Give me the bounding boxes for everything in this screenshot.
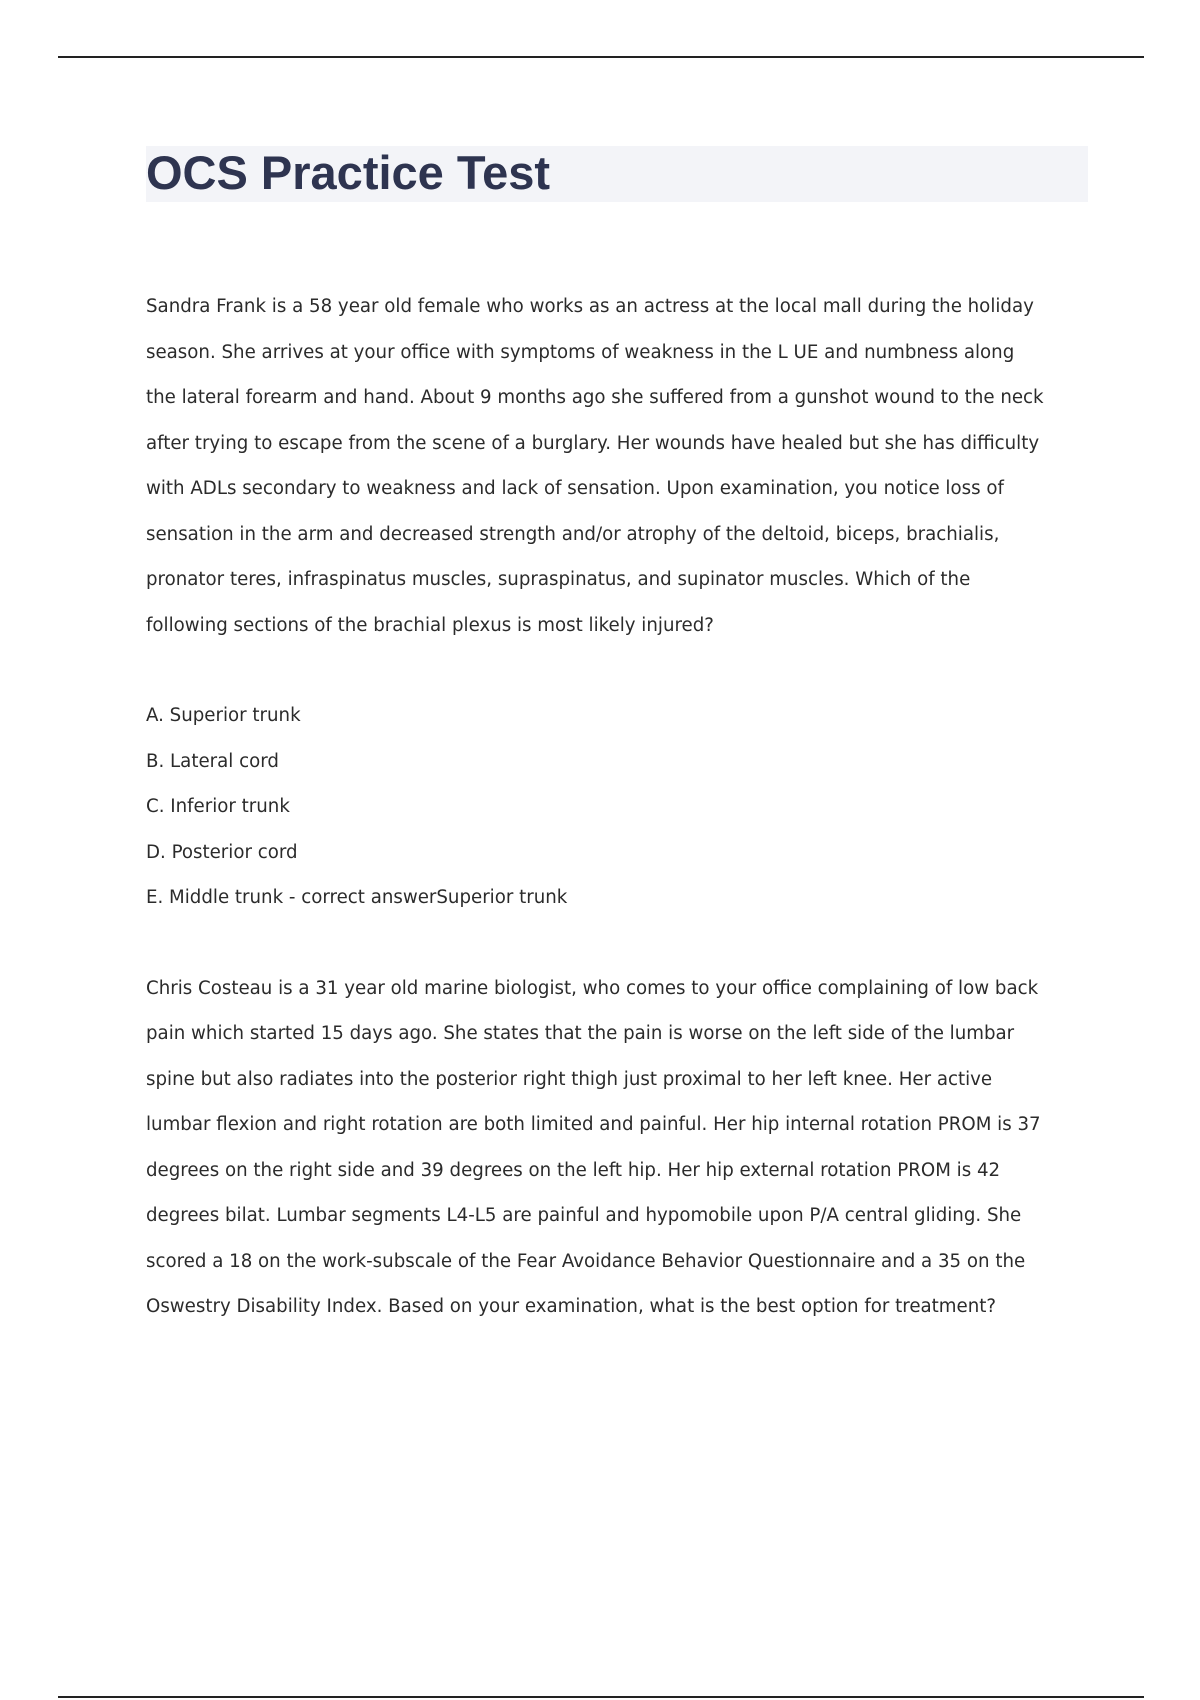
question-1-options: [146, 693, 1046, 921]
question-1-stem: Sandra Frank is a 58 year old female who works as an actress at the local mall during the holiday season. She arrives at your office with symptoms of weakness in the L UE and numbness along the lateral forearm and hand. About 9 months ago she suffered from a gunshot wound to the neck after trying to escape from the scene of a burglary. Her wounds have healed but she has difficulty with ADLs secondary to weakness and lack of sensation. Upon examination, you notice loss of sensation in the arm and decreased strength and/or atrophy of the deltoid, biceps, brachialis, pronator teres, infraspinatus muscles, supraspinatus, and supinator muscles. Which of the following sections of the brachial plexus is most likely injured?: [146, 296, 1044, 636]
option-b: B. Lateral cord: [146, 750, 279, 772]
option-c: C. Inferior trunk: [146, 796, 290, 817]
document-body: [146, 284, 1046, 1330]
option-d: D. Posterior cord: [146, 841, 298, 863]
page-bottom-rule: [58, 1696, 1144, 1698]
option-e-with-answer: E. Middle trunk - correct answerSuperior trunk: [146, 887, 568, 908]
page-top-rule: [58, 56, 1144, 58]
option-a: A. Superior trunk: [146, 705, 301, 726]
document-title: OCS Practice Test: [146, 146, 551, 199]
question-2-stem: Chris Costeau is a 31 year old marine biologist, who comes to your office complaining of low back pain which started 15 days ago. She states that the pain is worse on the left side of the lumbar spine but also radiates into the posterior right thigh just proximal to her left knee. Her active lumbar flexion and right rotation are both limited and painful. Her hip internal rotation PROM is 37 degrees on the right side and 39 degrees on the left hip. Her hip external rotation PROM is 42 degrees bilat. Lumbar segments L4-L5 are painful and hypomobile upon P/A central gliding. She scored a 18 on the work-subscale of the Fear Avoidance Behavior Questionnaire and a 35 on the Oswestry Disability Index. Based on your examination, what is the best option for treatment?: [146, 977, 1041, 1317]
